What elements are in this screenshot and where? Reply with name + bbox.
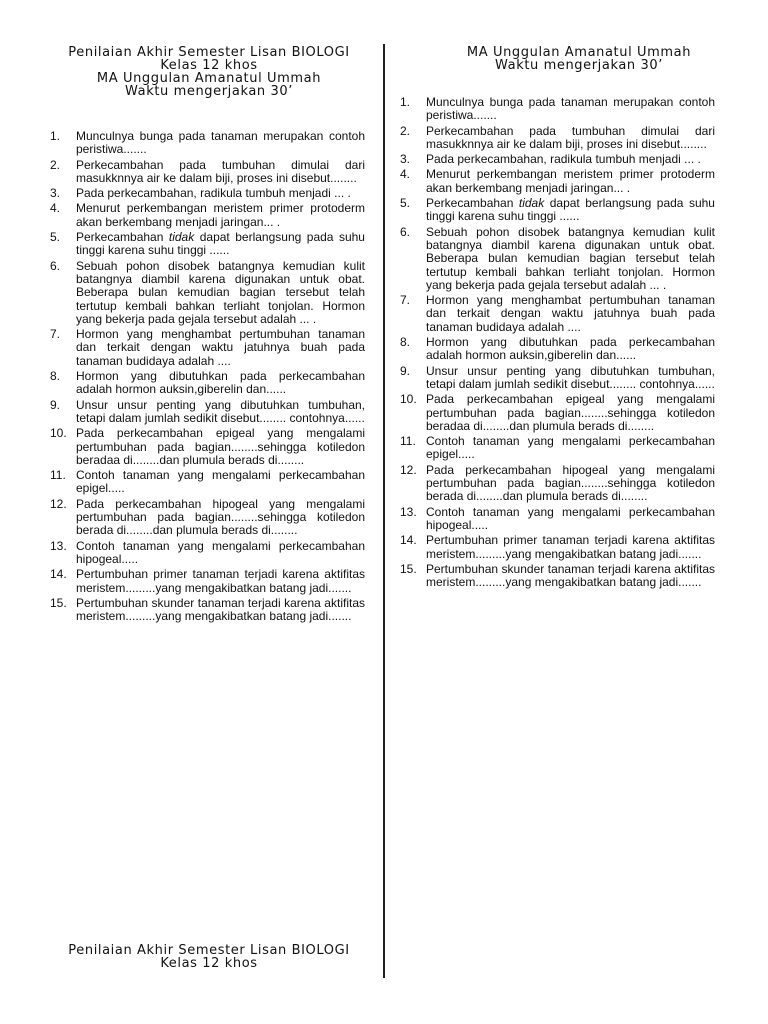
question-number: 13. xyxy=(400,504,417,519)
question-text: Pada perkecambahan epigeal yang mengalami pertumbuhan pada bagian........sehingga kotiledon beradaa di........dan plumula berads di........ xyxy=(426,392,715,433)
question-number: 15. xyxy=(50,595,67,610)
question-item xyxy=(400,96,715,123)
question-text-continued: dapat berlangsung pada suhu tinggi karena suhu tinggi ...... xyxy=(426,196,715,224)
question-number: 9. xyxy=(400,363,411,378)
question-item xyxy=(50,427,365,467)
question-text: Pada perkecambahan epigeal yang mengalami pertumbuhan pada bagian........sehingga kotiledon beradaa di........dan plumula berads di........ xyxy=(76,426,365,467)
exam-title: Penilaian Akhir Semester Lisan BIOLOGI xyxy=(68,45,350,60)
question-text: Sebuah pohon disobek batangnya kemudian kulit batangnya diambil karena digunakan untuk obat. Beberapa bulan kemudian bagian tersebut telah tertutup kembali bahkan terliaht tonjolan. Hormon yang bekerja pada gejala tersebut adalah ... . xyxy=(76,258,365,326)
question-number: 10. xyxy=(400,392,417,407)
question-item xyxy=(50,597,365,624)
question-text: Pada perkecambahan, radikula tumbuh menjadi ... . xyxy=(426,152,701,167)
question-item xyxy=(400,125,715,152)
question-text: Pada perkecambahan hipogeal yang mengalami pertumbuhan pada bagian........sehingga kotiledon berada di........dan plumula berads di........ xyxy=(76,496,365,538)
question-item xyxy=(400,226,715,292)
question-number: 11. xyxy=(400,434,416,449)
question-item xyxy=(400,294,715,334)
question-text: Hormon yang dibutuhkan pada perkecambahan adalah hormon auksin,giberelin dan...... xyxy=(76,369,365,397)
school-name: MA Unggulan Amanatul Ummah xyxy=(466,45,692,60)
left-question-list xyxy=(50,130,365,625)
question-number: 1. xyxy=(400,95,411,109)
question-item xyxy=(400,563,715,590)
question-text: Contoh tanaman yang mengalami perkecambahan hipogeal..... xyxy=(76,538,365,566)
question-item xyxy=(50,328,365,368)
question-text: Contoh tanaman yang mengalami perkecambahan epigel..... xyxy=(76,468,365,496)
question-text: Perkecambahan xyxy=(76,230,169,245)
question-text: Pada perkecambahan, radikula tumbuh menjadi ... . xyxy=(76,186,351,201)
question-item xyxy=(400,153,715,166)
question-number: 5. xyxy=(50,230,61,245)
question-number: 14. xyxy=(50,567,67,582)
question-item xyxy=(50,130,365,157)
left-footer-header xyxy=(48,944,370,970)
question-number: 4. xyxy=(50,201,61,216)
question-text: Hormon yang dibutuhkan pada perkecambahan adalah hormon auksin,giberelin dan...... xyxy=(426,335,715,363)
question-text: Pertumbuhan skunder tanaman terjadi karena aktifitas meristem.........yang mengakibatkan batang jadi....... xyxy=(426,561,715,590)
question-number: 2. xyxy=(400,123,411,138)
question-item xyxy=(400,168,715,195)
question-text: Pertumbuhan skunder tanaman terjadi karena aktifitas meristem.........yang mengakibatkan batang jadi....... xyxy=(76,595,365,624)
question-item xyxy=(400,393,715,433)
question-text: Contoh tanaman yang mengalami perkecambahan hipogeal..... xyxy=(426,504,715,532)
question-emphasis: tidak xyxy=(518,196,545,211)
question-number: 13. xyxy=(50,538,67,553)
question-text: Pada perkecambahan hipogeal yang mengalami pertumbuhan pada bagian........sehingga kotiledon berada di........dan plumula berads di........ xyxy=(426,462,715,504)
question-item xyxy=(50,159,365,186)
question-number: 8. xyxy=(50,369,61,384)
question-text: Munculnya bunga pada tanaman merupakan contoh peristiwa....... xyxy=(76,129,365,157)
question-text: Perkecambahan pada tumbuhan dimulai dari masukknnya air ke dalam biji, proses ini disebut........ xyxy=(426,123,715,151)
question-number: 3. xyxy=(50,186,61,201)
question-emphasis: tidak xyxy=(168,230,195,245)
question-number: 5. xyxy=(400,196,411,211)
question-item xyxy=(50,540,365,567)
question-item xyxy=(50,498,365,538)
question-number: 6. xyxy=(400,224,411,239)
time-limit: Waktu mengerjakan 30’ xyxy=(495,58,663,73)
question-number: 1. xyxy=(50,129,61,143)
question-number: 6. xyxy=(50,258,61,273)
question-text: Unsur unsur penting yang dibutuhkan tumbuhan, tetapi dalam jumlah sedikit disebut........ contohnya...... xyxy=(426,363,715,391)
question-number: 8. xyxy=(400,335,411,350)
question-item xyxy=(400,197,715,224)
question-item xyxy=(400,435,715,462)
question-text: Sebuah pohon disobek batangnya kemudian kulit batangnya diambil karena digunakan untuk obat. Beberapa bulan kemudian bagian tersebut telah tertutup kembali bahkan terliaht tonjolan. Hormon yang bekerja pada gejala tersebut adalah ... . xyxy=(426,224,715,292)
question-item xyxy=(50,370,365,397)
question-text: Hormon yang menghambat pertumbuhan tanaman dan terkait dengan waktu jatuhnya buah pada tanaman budidaya adalah .... xyxy=(76,327,365,368)
time-limit: Waktu mengerjakan 30’ xyxy=(125,84,293,99)
question-item xyxy=(400,464,715,504)
question-number: 11. xyxy=(50,468,66,483)
school-name: MA Unggulan Amanatul Ummah xyxy=(96,71,322,86)
left-exam-header xyxy=(48,46,370,98)
question-number: 14. xyxy=(400,533,417,548)
question-item xyxy=(50,202,365,229)
question-number: 3. xyxy=(400,152,411,167)
question-number: 9. xyxy=(50,397,61,412)
right-exam-header xyxy=(406,46,752,72)
question-item xyxy=(50,260,365,326)
question-number: 7. xyxy=(50,327,61,342)
question-item xyxy=(400,336,715,363)
question-number: 12. xyxy=(50,496,67,511)
question-text: Pertumbuhan primer tanaman terjadi karena aktifitas meristem.........yang mengakibatkan batang jadi....... xyxy=(76,567,365,595)
footer-exam-title: Penilaian Akhir Semester Lisan BIOLOGI xyxy=(68,943,350,958)
question-number: 4. xyxy=(400,167,411,182)
question-text: Munculnya bunga pada tanaman merupakan contoh peristiwa....... xyxy=(426,95,715,123)
question-item xyxy=(400,506,715,533)
question-item xyxy=(50,469,365,496)
question-text: Hormon yang menghambat pertumbuhan tanaman dan terkait dengan waktu jatuhnya buah pada tanaman budidaya adalah .... xyxy=(426,293,715,334)
column-divider xyxy=(383,44,385,978)
question-text: Perkecambahan xyxy=(426,196,519,211)
question-number: 10. xyxy=(50,426,67,441)
question-number: 7. xyxy=(400,293,411,308)
question-text: Perkecambahan pada tumbuhan dimulai dari masukknnya air ke dalam biji, proses ini disebut........ xyxy=(76,157,365,185)
question-number: 12. xyxy=(400,462,417,477)
question-item xyxy=(400,365,715,392)
question-number: 2. xyxy=(50,157,61,172)
question-item xyxy=(400,534,715,561)
question-text: Menurut perkembangan meristem primer protoderm akan berkembang menjadi jaringan... . xyxy=(76,201,365,229)
question-number: 15. xyxy=(400,561,417,576)
question-text-continued: dapat berlangsung pada suhu tinggi karena suhu tinggi ...... xyxy=(76,230,365,258)
right-question-list xyxy=(400,96,715,591)
question-item xyxy=(50,187,365,200)
question-text: Pertumbuhan primer tanaman terjadi karena aktifitas meristem.........yang mengakibatkan batang jadi....... xyxy=(426,533,715,561)
footer-class-label: Kelas 12 khos xyxy=(160,956,258,971)
class-label: Kelas 12 khos xyxy=(160,58,258,73)
question-text: Contoh tanaman yang mengalami perkecambahan epigel..... xyxy=(426,434,715,462)
question-item xyxy=(50,399,365,426)
question-item xyxy=(50,568,365,595)
question-text: Unsur unsur penting yang dibutuhkan tumbuhan, tetapi dalam jumlah sedikit disebut........ contohnya...... xyxy=(76,397,365,425)
question-item xyxy=(50,231,365,258)
question-text: Menurut perkembangan meristem primer protoderm akan berkembang menjadi jaringan... . xyxy=(426,167,715,195)
